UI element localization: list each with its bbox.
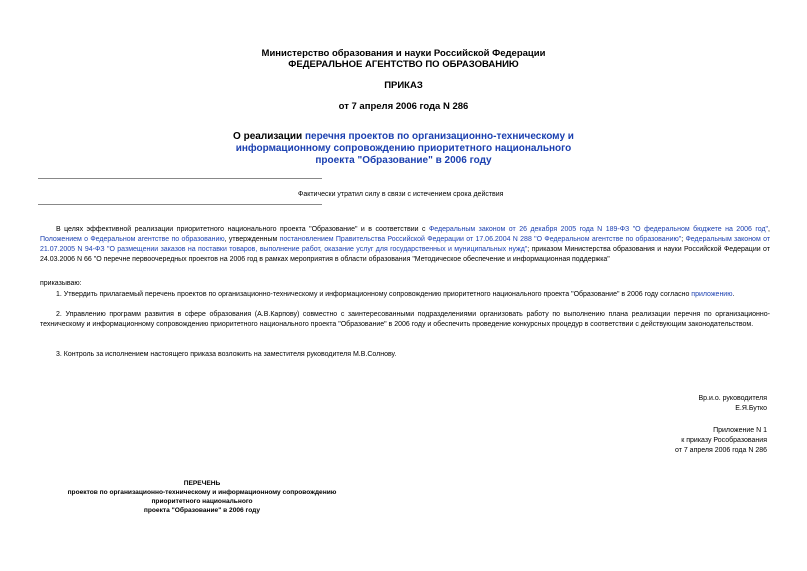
list-subtitle-1: проектов по организационно-техническому и информационному сопровождению bbox=[67, 489, 337, 496]
appendix-order-ref: к приказу Рособразования bbox=[681, 437, 767, 444]
topic-line-2 bbox=[0, 143, 807, 155]
preamble-text-5: ; приказом Министерства образования и науки Российской Федерации от 24.03.2006 N 66 "О перечне первоочередных проектов на 2006 год в рамках мероприятия в области образования "Методическое обеспечение и информационная поддержка" bbox=[40, 246, 770, 263]
signature-name: Е.Я.Бутко bbox=[735, 405, 767, 412]
topic-link[interactable]: перечня проектов по организационно-техническому и bbox=[304, 131, 574, 142]
divider-bottom bbox=[38, 204, 322, 205]
list-subtitle-2: приоритетного национального bbox=[151, 498, 253, 505]
topic-prefix: О реализации bbox=[233, 131, 305, 142]
agency-title: ФЕДЕРАЛЬНОЕ АГЕНТСТВО ПО ОБРАЗОВАНИЮ bbox=[288, 59, 519, 70]
item-1-text: 1. Утвердить прилагаемый перечень проектов по организационно-техническому и информационному сопровождению приоритетного национального проекта "Образование" в 2006 году согласно bbox=[56, 291, 692, 298]
preamble-text-3: , утвержденным bbox=[224, 236, 280, 243]
preamble-text-2: , bbox=[768, 226, 770, 233]
topic-line-1 bbox=[0, 131, 807, 143]
topic-line-3 bbox=[0, 155, 807, 167]
status-note: Фактически утратил силу в связи с истечением срока действия bbox=[298, 191, 504, 198]
item-1 bbox=[40, 290, 770, 300]
appendix-number: Приложение N 1 bbox=[713, 427, 767, 434]
item-2: 2. Управлению программ развития в сфере образования (А.В.Карпову) совместно с заинтересованными подразделениями организовать работу по выполнению плана реализации перечня по организационно-техническому и информационному сопровождению приоритетного национального проекта "Образование" в 2006 году и обеспечить проведение конкурсных процедур в соответствии с действующим законодательством. bbox=[40, 311, 770, 328]
link-appendix[interactable]: приложению bbox=[691, 291, 733, 298]
item-1-end: . bbox=[732, 291, 735, 298]
ministry-title: Министерство образования и науки Российской Федерации bbox=[261, 48, 546, 59]
topic-link-cont[interactable]: информационному сопровождению приоритетного национального bbox=[235, 143, 572, 154]
preamble-text-1: В целях эффективной реализации приоритетного национального проекта "Образование" и в соответствии с bbox=[56, 226, 429, 233]
topic-link-end[interactable]: проекта "Образование" в 2006 году bbox=[315, 155, 492, 166]
link-government-decree[interactable]: постановлением Правительства Российской Федерации от 17.06.2004 N 288 "О Федеральном агентстве по образованию" bbox=[279, 236, 682, 243]
preamble-paragraph bbox=[40, 225, 770, 265]
order-word: приказываю: bbox=[40, 280, 82, 287]
divider-top bbox=[38, 178, 322, 179]
list-subtitle-3: проекта "Образование" в 2006 году bbox=[143, 507, 261, 514]
appendix-date: от 7 апреля 2006 года N 286 bbox=[674, 447, 767, 454]
document-date: от 7 апреля 2006 года N 286 bbox=[338, 101, 469, 112]
list-title: ПЕРЕЧЕНЬ bbox=[183, 480, 221, 487]
document-type: ПРИКАЗ bbox=[384, 80, 423, 91]
link-procurement-law[interactable]: Федеральным законом от 21.07.2005 N 94-ФЗ "О размещении заказов на поставки товаров, выполнение работ, оказание услуг для государственных и муниципальных нужд" bbox=[40, 236, 771, 253]
preamble-text-4: ; bbox=[681, 236, 686, 243]
signature-position: Вр.и.о. руководителя bbox=[698, 395, 767, 402]
link-agency-regulation[interactable]: Положением о Федеральном агентстве по образованию bbox=[40, 236, 225, 243]
link-federal-budget-law[interactable]: Федеральным законом от 26 декабря 2005 года N 189-ФЗ "О федеральном бюджете на 2006 год" bbox=[428, 226, 769, 233]
item-3: 3. Контроль за исполнением настоящего приказа возложить на заместителя руководителя М.В.Солнову. bbox=[56, 351, 397, 358]
